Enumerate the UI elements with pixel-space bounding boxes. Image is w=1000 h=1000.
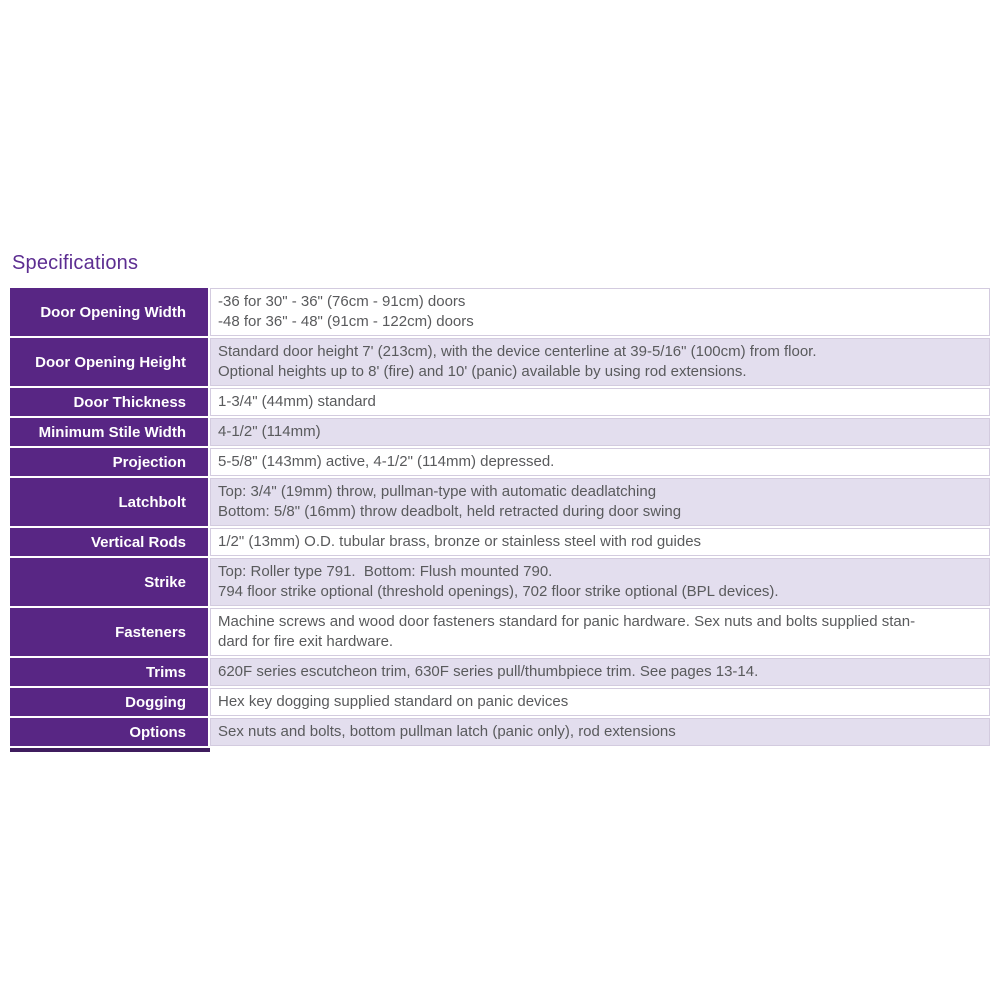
specifications-section xyxy=(10,252,990,752)
table-row xyxy=(10,608,990,656)
spec-value-line: 620F series escutcheon trim, 630F series pull/thumbpiece trim. See pages 13-14. xyxy=(218,663,759,680)
table-row xyxy=(10,718,990,746)
table-row xyxy=(10,478,990,526)
spec-label: Door Opening Width xyxy=(10,288,208,336)
spec-value xyxy=(210,608,990,656)
page-title: Specifications xyxy=(12,252,139,274)
spec-value-line: Standard door height 7' (213cm), with the device centerline at 39-5/16" (100cm) from floor. xyxy=(218,343,817,360)
spec-value xyxy=(210,658,990,686)
table-row xyxy=(10,338,990,386)
spec-value xyxy=(210,288,990,336)
spec-value-line: Top: Roller type 791. Bottom: Flush mounted 790. xyxy=(218,563,553,580)
spec-label: Vertical Rods xyxy=(10,528,208,556)
table-row xyxy=(10,288,990,336)
spec-value xyxy=(210,528,990,556)
spec-value-line: Sex nuts and bolts, bottom pullman latch (panic only), rod extensions xyxy=(218,723,676,740)
spec-value xyxy=(210,388,990,416)
spec-label: Trims xyxy=(10,658,208,686)
spec-label: Options xyxy=(10,718,208,746)
spec-value xyxy=(210,448,990,476)
spec-value-line: Optional heights up to 8' (fire) and 10' (panic) available by using rod extensions. xyxy=(218,363,747,380)
spec-value-line: -48 for 36" - 48" (91cm - 122cm) doors xyxy=(218,313,474,330)
spec-label: Dogging xyxy=(10,688,208,716)
spec-value-line: Bottom: 5/8" (16mm) throw deadbolt, held retracted during door swing xyxy=(218,503,682,520)
table-row xyxy=(10,418,990,446)
spec-label: Fasteners xyxy=(10,608,208,656)
table-row xyxy=(10,528,990,556)
spec-value-line: 4-1/2" (114mm) xyxy=(218,423,321,440)
spec-value-line: 1/2" (13mm) O.D. tubular brass, bronze or stainless steel with rod guides xyxy=(218,533,702,550)
table-row xyxy=(10,558,990,606)
spec-label: Strike xyxy=(10,558,208,606)
spec-value xyxy=(210,558,990,606)
table-row xyxy=(10,658,990,686)
spec-value xyxy=(210,338,990,386)
spec-value-line: -36 for 30" - 36" (76cm - 91cm) doors xyxy=(218,293,466,310)
spec-value-line: 5-5/8" (143mm) active, 4-1/2" (114mm) depressed. xyxy=(218,453,555,470)
spec-label: Latchbolt xyxy=(10,478,208,526)
spec-label: Door Thickness xyxy=(10,388,208,416)
spec-value xyxy=(210,418,990,446)
spec-value-line: Hex key dogging supplied standard on panic devices xyxy=(218,693,569,710)
spec-label: Door Opening Height xyxy=(10,338,208,386)
spec-value-line: 1-3/4" (44mm) standard xyxy=(218,393,376,410)
spec-value xyxy=(210,478,990,526)
table-row xyxy=(10,448,990,476)
table-continuation-sliver xyxy=(10,748,210,752)
spec-value-line: Machine screws and wood door fasteners standard for panic hardware. Sex nuts and bolts supplied stan- xyxy=(218,613,916,630)
spec-value xyxy=(210,718,990,746)
table-row xyxy=(10,688,990,716)
spec-value-line: Top: 3/4" (19mm) throw, pullman-type with automatic deadlatching xyxy=(218,483,657,500)
spec-value xyxy=(210,688,990,716)
spec-value-line: 794 floor strike optional (threshold openings), 702 floor strike optional (BPL devices). xyxy=(218,583,779,600)
spec-value-line: dard for fire exit hardware. xyxy=(218,633,394,650)
table-row xyxy=(10,388,990,416)
spec-label: Projection xyxy=(10,448,208,476)
specifications-table xyxy=(10,288,990,746)
spec-label: Minimum Stile Width xyxy=(10,418,208,446)
